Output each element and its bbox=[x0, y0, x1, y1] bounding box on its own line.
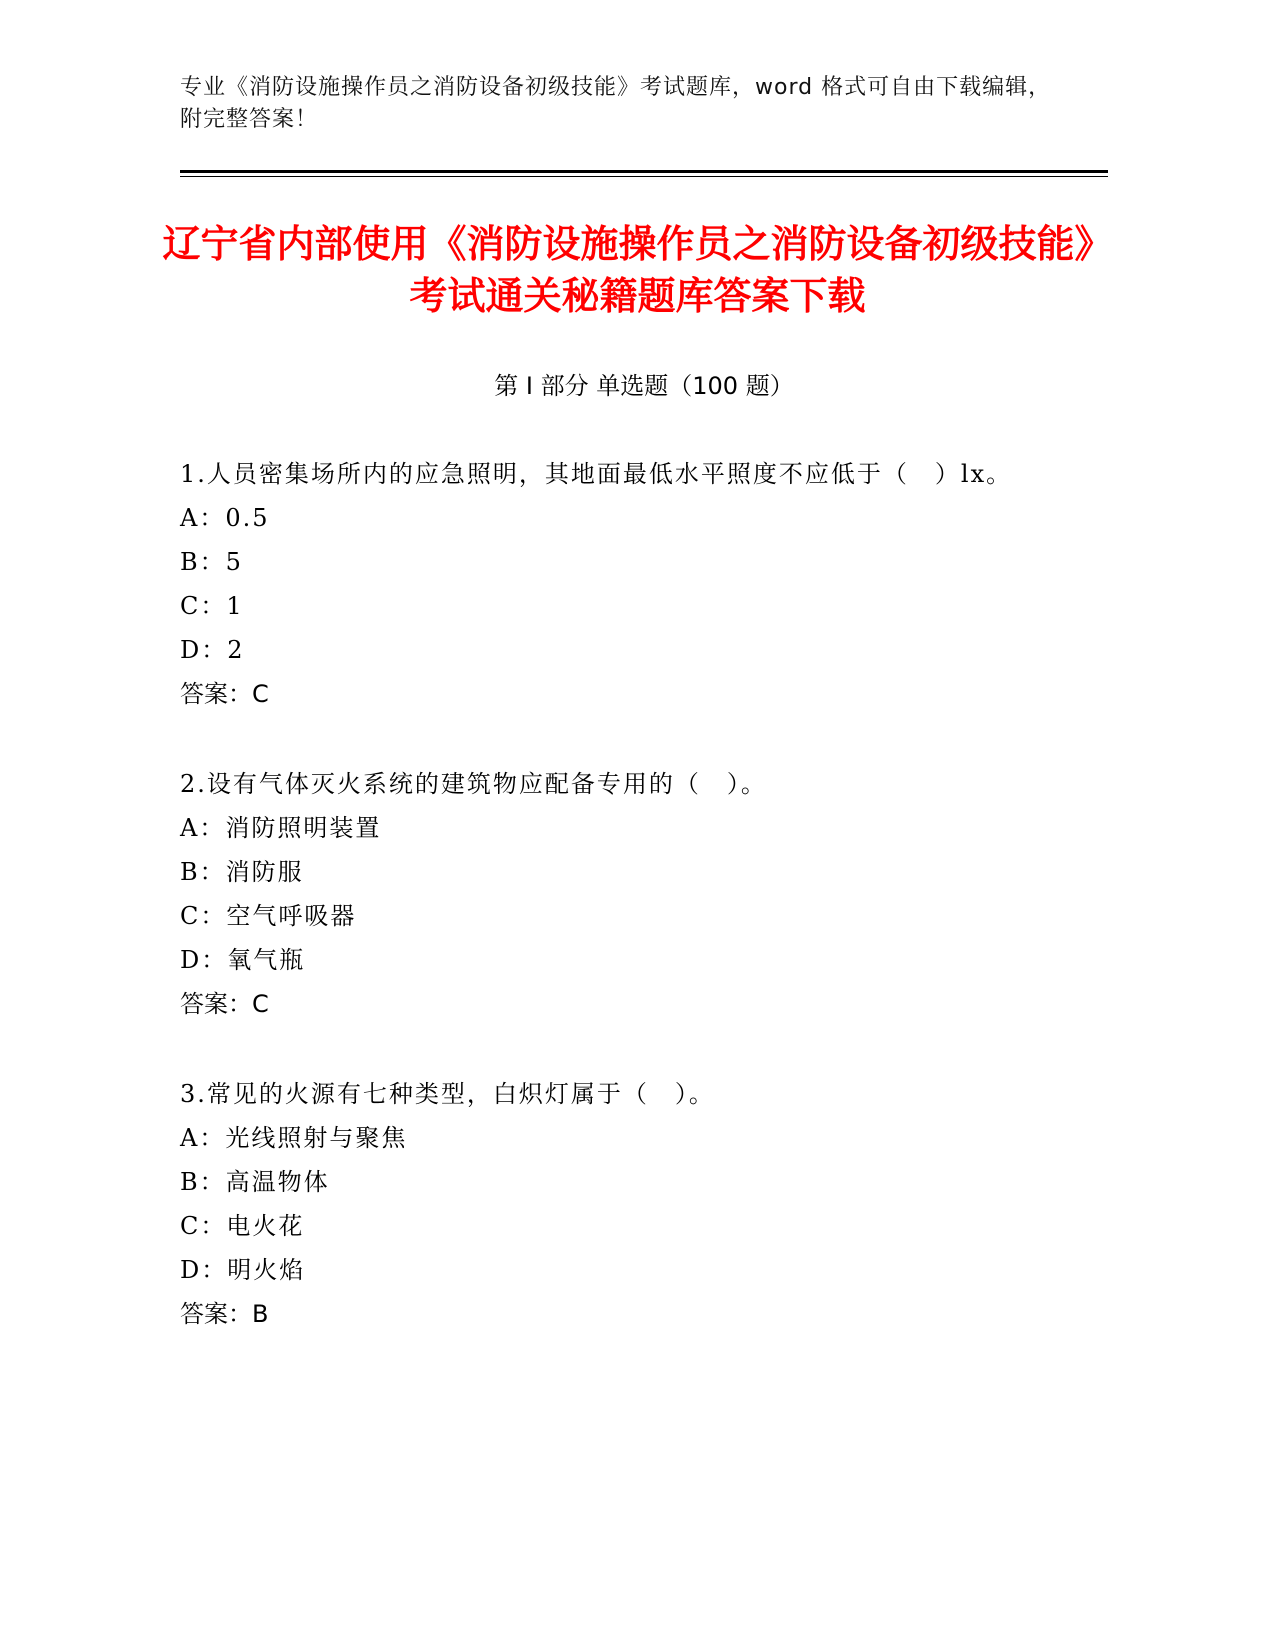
header-note: 专业《消防设施操作员之消防设备初级技能》考试题库，word 格式可自由下载编辑，附完整答案！ bbox=[180, 75, 1052, 132]
option-b: B：高温物体 bbox=[180, 1168, 330, 1196]
option-a: A：0.5 bbox=[180, 504, 270, 532]
option-b: B：消防服 bbox=[180, 858, 304, 886]
option-c: C：空气呼吸器 bbox=[180, 902, 357, 930]
question-3 bbox=[180, 1072, 1080, 1336]
option-c: C：电火花 bbox=[180, 1212, 305, 1240]
answer: 答案：C bbox=[180, 680, 269, 708]
question-text: 2.设有气体灭火系统的建筑物应配备专用的（ ）。 bbox=[180, 770, 767, 798]
question-list bbox=[180, 452, 1080, 1382]
option-d: D：明火焰 bbox=[180, 1256, 306, 1284]
option-d: D：氧气瓶 bbox=[180, 946, 306, 974]
option-c: C：1 bbox=[180, 592, 244, 620]
question-text: 3.常见的火源有七种类型，白炽灯属于（ ）。 bbox=[180, 1080, 715, 1108]
header-divider-thin bbox=[180, 176, 1108, 177]
answer: 答案：C bbox=[180, 990, 269, 1018]
question-2 bbox=[180, 762, 1080, 1026]
option-d: D：2 bbox=[180, 636, 245, 664]
option-a: A：光线照射与聚焦 bbox=[180, 1124, 408, 1152]
header-divider-thick bbox=[180, 170, 1108, 173]
answer: 答案：B bbox=[180, 1300, 269, 1328]
question-1 bbox=[180, 452, 1080, 716]
option-b: B：5 bbox=[180, 548, 243, 576]
question-text: 1.人员密集场所内的应急照明，其地面最低水平照度不应低于（ ）lx。 bbox=[180, 460, 1013, 488]
section-title: 第 I 部分 单选题（100 题） bbox=[494, 372, 794, 400]
document-title: 辽宁省内部使用《消防设施操作员之消防设备初级技能》考试通关秘籍题库答案下载 bbox=[162, 222, 1113, 318]
option-a: A：消防照明装置 bbox=[180, 814, 382, 842]
